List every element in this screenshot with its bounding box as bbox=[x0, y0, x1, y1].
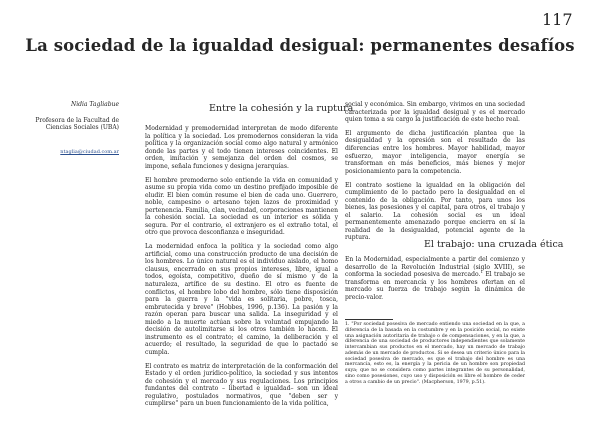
paragraph bbox=[345, 256, 525, 301]
paragraph-text-continued: El trabajo se transforma en mercancía y los hombres ofertan en el mercado su fuerza de trabajo según la dinámica de precio-valor. bbox=[345, 271, 525, 301]
author-name: Nidia Tagliabue bbox=[70, 101, 119, 108]
author-sidebar bbox=[14, 101, 119, 155]
paragraph: Modernidad y premodernidad interpretan de modo diferente la política y la sociedad. Los premodernos consideran la vida política y la organización social como algo natural y armónico donde las partes y el todo tienen intereses coincidentes. El orden, imitación y semejanza del orden del cosmos, se impone, señala funciones y designa jerarquías. bbox=[145, 125, 338, 170]
page-number: 117 bbox=[542, 10, 573, 29]
author-affiliation: Profesora de la Facultad de Ciencias Sociales (UBA) bbox=[35, 117, 119, 132]
footnote-divider bbox=[345, 319, 393, 320]
body-column-right bbox=[345, 101, 525, 248]
author-email-link[interactable]: ntaglia@ciudad.com.ar bbox=[60, 148, 119, 155]
paragraph: El contrato es matriz de interpretación de la conformación del Estado y el orden jurídico-político, la sociedad y sus intentos de cohesión y el mercado y sus regulaciones. Los principios fundantes del contrato – libertad e igualdad– son un ideal regulativo, postulados normativos, que "deben ser y cumplirse" para un buen funcionamiento de la vida política, bbox=[145, 362, 338, 408]
footnote: 1. "Por sociedad posesiva de mercado entiendo una sociedad en la que, a diferencia de la basada en la costumbre y en la posición social, no existe una asignación autoritaria de trabajo o de compensaciones, y en la que, a diferencia de una sociedad de productores independientes que solamente intercambian sus productos en el mercado, hay un mercado de trabajo además de un mercado de productos. Si se desea un criterio único para la sociedad posesiva de mercado, es que el trabajo del hombre es una mercancía, esto es, la energía y la pericia de un hombre son propiedad suya; que no se considera como partes integrantes de su personalidad, sino como posesiones, cuyo uso y disposición es libre el hombre de ceder a otros a cambio de un precio". (Macpherson, 1979, p.51). bbox=[345, 322, 525, 385]
body-column-right-lower bbox=[345, 256, 525, 308]
section-heading-cohesion: Entre la cohesión y la ruptura bbox=[209, 103, 354, 114]
paragraph: El argumento de dicha justificación plantea que la desigualdad y la opresión son el resultado de las diferencias entre los hombres. Mayor habilidad, mayor esfuerzo, mayor inteligencia, mayor energía se transforman en más beneficios, más bienes y mejor posicionamiento para la competencia. bbox=[345, 129, 525, 175]
paragraph: La modernidad enfoca la política y la sociedad como algo artificial, como una construcción producto de una decisión de los hombres. Lo único natural es el individuo aislado, el homo clausus, encerrado en sus propios intereses, libre, igual a todos, egoísta, competitivo, dueño de sí mismo y de la naturaleza, artífice de su destino. El otro es fuente de conflictos, el hombre lobo del hombre, sólo tiene disposición para la guerra y la "vida es solitaria, pobre, tosca, embrutecida y breve" (Hobbes, 1996, p.136). La pasión y la razón operan para buscar una salida. La inseguridad y el miedo a la muerte actúan sobre la voluntad empujando la decisión de autolimitarse si los otros también lo hacen. El instrumento es el contrato; el camino, la deliberación y el acuerdo; el resultado, la seguridad de que lo pactado se cumpla. bbox=[145, 243, 338, 356]
section-heading-trabajo: El trabajo: una cruzada ética bbox=[424, 239, 564, 250]
body-column-left bbox=[145, 125, 338, 414]
footnote-marker[interactable]: 1 bbox=[480, 269, 484, 275]
paragraph: El contrato sostiene la igualdad en la obligación del cumplimiento de lo pactado pero la desigualdad en el contenido de la obligación. Por tanto, para unos los bienes, las posesiones y el capital, para otros, el trabajo y el salario. La cohesión social es un ideal permanentemente amenazado porque encierra en sí la realidad de la desigualdad, potencial agente de la ruptura. bbox=[345, 181, 525, 242]
page-title: La sociedad de la igualdad desigual: permanentes desafíos bbox=[25, 36, 575, 55]
paragraph: social y económica. Sin embargo, vivimos en una sociedad caracterizada por la igualdad desigual y es el mercado quien toma a su cargo la justificación de este hecho real. bbox=[345, 101, 525, 124]
paragraph-text: En la Modernidad, especialmente a partir del comienzo y desarrollo de la Revolución Industrial (siglo XVIII), se conforma la sociedad posesiva de mercado. bbox=[345, 256, 525, 279]
paragraph: El hombre premoderno solo entiende la vida en comunidad y asume su propia vida como un destino prefijado imposible de eludir. El bien común resume el bien de cada uno. Guerrero, noble, campesino o artesano tejen lazos de proximidad y pertenencia. Familia, clan, vecindad, corporaciones mantienen la cohesión social. La sociedad es un interior es sólida y segura. Por el contrario, el extranjero es el extraño total, el otro que provoca desconfianza e inseguridad. bbox=[145, 176, 338, 237]
